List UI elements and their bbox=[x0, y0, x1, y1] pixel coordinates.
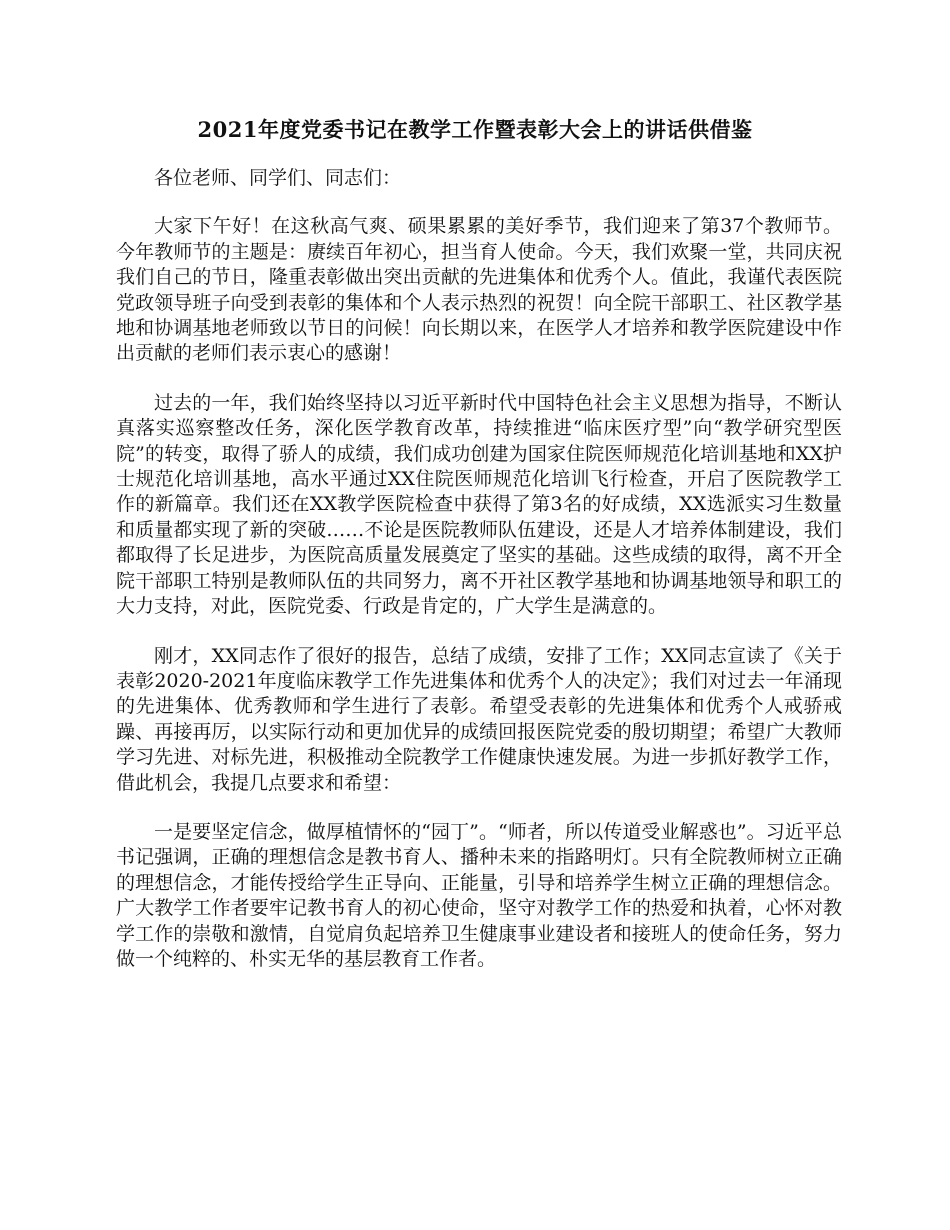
paragraph-achievements: 过去的一年，我们始终坚持以习近平新时代中国特色社会主义思想为指导，不断认真落实巡察整改任务，深化医学教育改革，持续推进“临床医疗型”向“教学研究型医院”的转变，取得了骄人的成绩，我们成功创建为国家住院医师规范化培训基地和XX护士规范化培训基地，高水平通过XX住院医师规范化培训飞行检查，开启了医院教学工作的新篇章。我们还在XX教学医院检查中获得了第3名的好成绩，XX选派实习生数量和质量都实现了新的突破……不论是医院教师队伍建设，还是人才培养体制建设，我们都取得了长足进步，为医院高质量发展奠定了坚实的基础。这些成绩的取得，离不开全院干部职工特别是教师队伍的共同努力，离不开社区教学基地和协调基地领导和职工的大力支持，对此，医院党委、行政是肯定的，广大学生是满意的。 bbox=[116, 391, 842, 618]
document-body bbox=[116, 166, 842, 996]
paragraph-commendation: 刚才，XX同志作了很好的报告，总结了成绩，安排了工作；XX同志宣读了《关于表彰2020-2021年度临床教学工作先进集体和优秀个人的决定》；我们对过去一年涌现的先进集体、优秀教师和学生进行了表彰。希望受表彰的先进集体和优秀个人戒骄戒躁、再接再厉，以实际行动和更加优异的成绩回报医院党委的殷切期望；希望广大教师学习先进、对标先进，积极推动全院教学工作健康快速发展。为进一步抓好教学工作，借此机会，我提几点要求和希望： bbox=[116, 644, 842, 794]
salutation: 各位老师、同学们、同志们： bbox=[154, 167, 402, 189]
paragraph-greeting: 大家下午好！在这秋高气爽、硕果累累的美好季节，我们迎来了第37个教师节。今年教师节的主题是：赓续百年初心，担当育人使命。今天，我们欢聚一堂，共同庆祝我们自己的节日，隆重表彰做出突出贡献的先进集体和优秀个人。值此，我谨代表医院党政领导班子向受到表彰的集体和个人表示热烈的祝贺！向全院干部职工、社区教学基地和协调基地老师致以节日的问候！向长期以来，在医学人才培养和教学医院建设中作出贡献的老师们表示衷心的感谢！ bbox=[116, 215, 842, 365]
paragraph-requirement-one: 一是要坚定信念，做厚植情怀的“园丁”。“师者，所以传道受业解惑也”。习近平总书记强调，正确的理想信念是教书育人、播种未来的指路明灯。只有全院教师树立正确的理想信念，才能传授给学生正导向、正能量，引导和培养学生树立正确的理想信念。广大教学工作者要牢记教书育人的初心使命，坚守对教学工作的热爱和执着，心怀对教学工作的崇敬和激情，自觉肩负起培养卫生健康事业建设者和接班人的使命任务，努力做一个纯粹的、朴实无华的基层教育工作者。 bbox=[116, 820, 842, 970]
document-title: 2021年度党委书记在教学工作暨表彰大会上的讲话供借鉴 bbox=[197, 117, 753, 142]
